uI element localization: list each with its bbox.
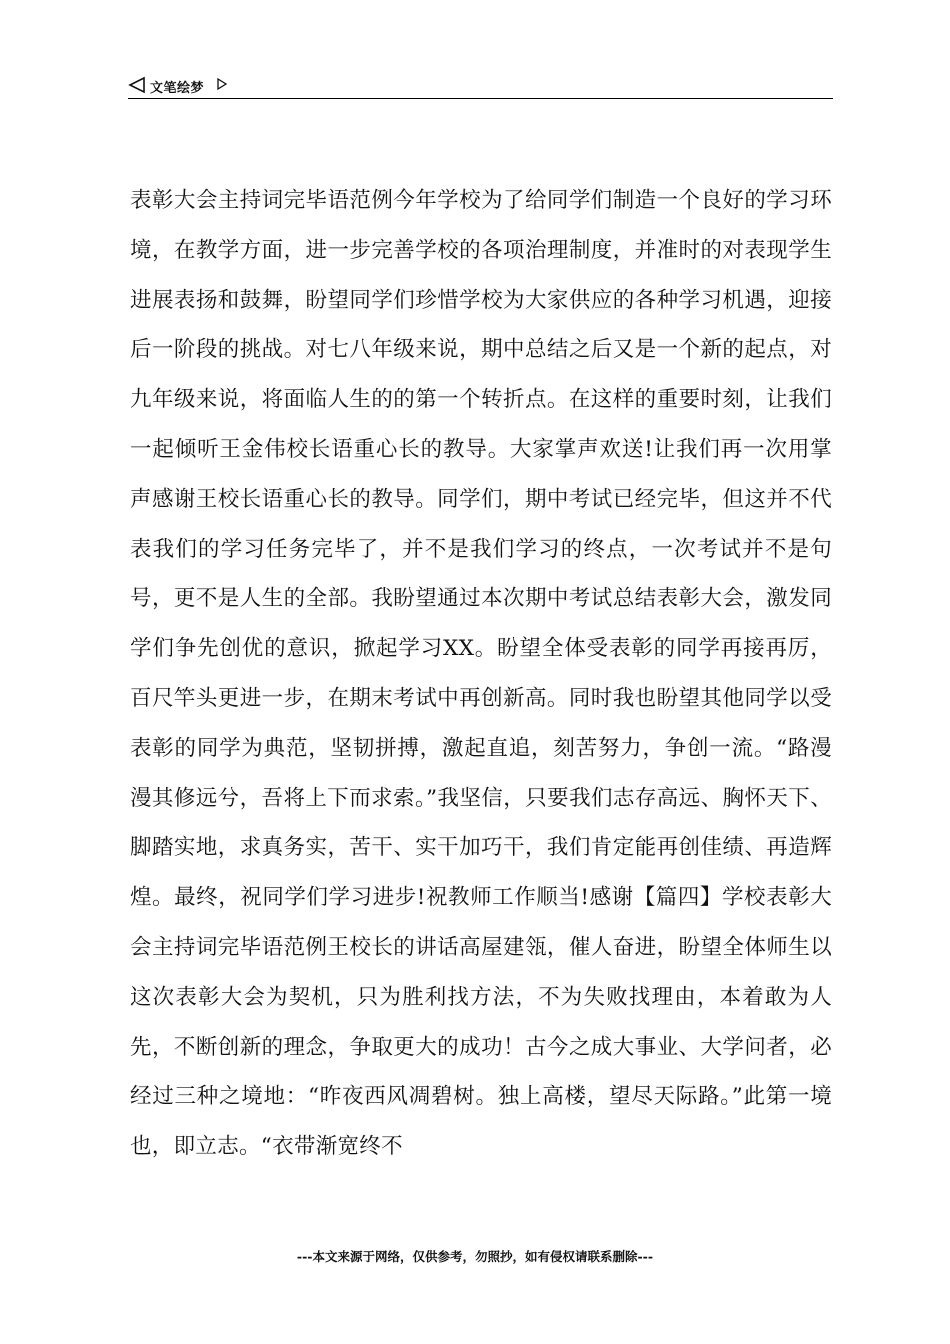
page-footer-note: ---本文来源于网络，仅供参考，勿照抄，如有侵权请联系删除--- bbox=[296, 1249, 654, 1264]
left-triangle-outline-icon bbox=[128, 76, 146, 94]
header-title: 文笔绘梦 bbox=[150, 81, 205, 96]
document-body-text: 表彰大会主持词完毕语范例今年学校为了给同学们制造一个良好的学习环境，在教学方面，进一步完善学校的各项治理制度，并准时的对表现学生进展表扬和鼓舞，盼望同学们珍惜学校为大家供应的各种学习机遇，迎接后一阶段的挑战。对七八年级来说，期中总结之后又是一个新的起点，对九年级来说，将面临人生的的第一个转折点。在这样的重要时刻，让我们一起倾听王金伟校长语重心长的教导。大家掌声欢送!让我们再一次用掌声感谢王校长语重心长的教导。同学们，期中考试已经完毕，但这并不代表我们的学习任务完毕了，并不是我们学习的终点，一次考试并不是句号，更不是人生的全部。我盼望通过本次期中考试总结表彰大会，激发同学们争先创优的意识，掀起学习XX。盼望全体受表彰的同学再接再厉，百尺竿头更进一步，在期末考试中再创新高。同时我也盼望其他同学以受表彰的同学为典范，坚韧拼搏，激起直追，刻苦努力，争创一流。“路漫漫其修远兮，吾将上下而求索。”我坚信，只要我们志存高远、胸怀天下、脚踏实地，求真务实，苦干、实干加巧干，我们肯定能再创佳绩、再造辉煌。最终，祝同学们学习进步!祝教师工作顺当!感谢【篇四】学校表彰大会主持词完毕语范例王校长的讲话高屋建瓴，催人奋进，盼望全体师生以这次表彰大会为契机，只为胜利找方法，不为失败找理由，本着敢为人先，不断创新的理念，争取更大的成功！古今之成大事业、大学问者，必经过三种之境地：“昨夜西风凋碧树。独上高楼，望尽天际路。”此第一境也，即立志。“衣带渐宽终不 bbox=[130, 188, 832, 1160]
right-triangle-outline-icon bbox=[216, 77, 228, 91]
page-header bbox=[128, 74, 833, 99]
